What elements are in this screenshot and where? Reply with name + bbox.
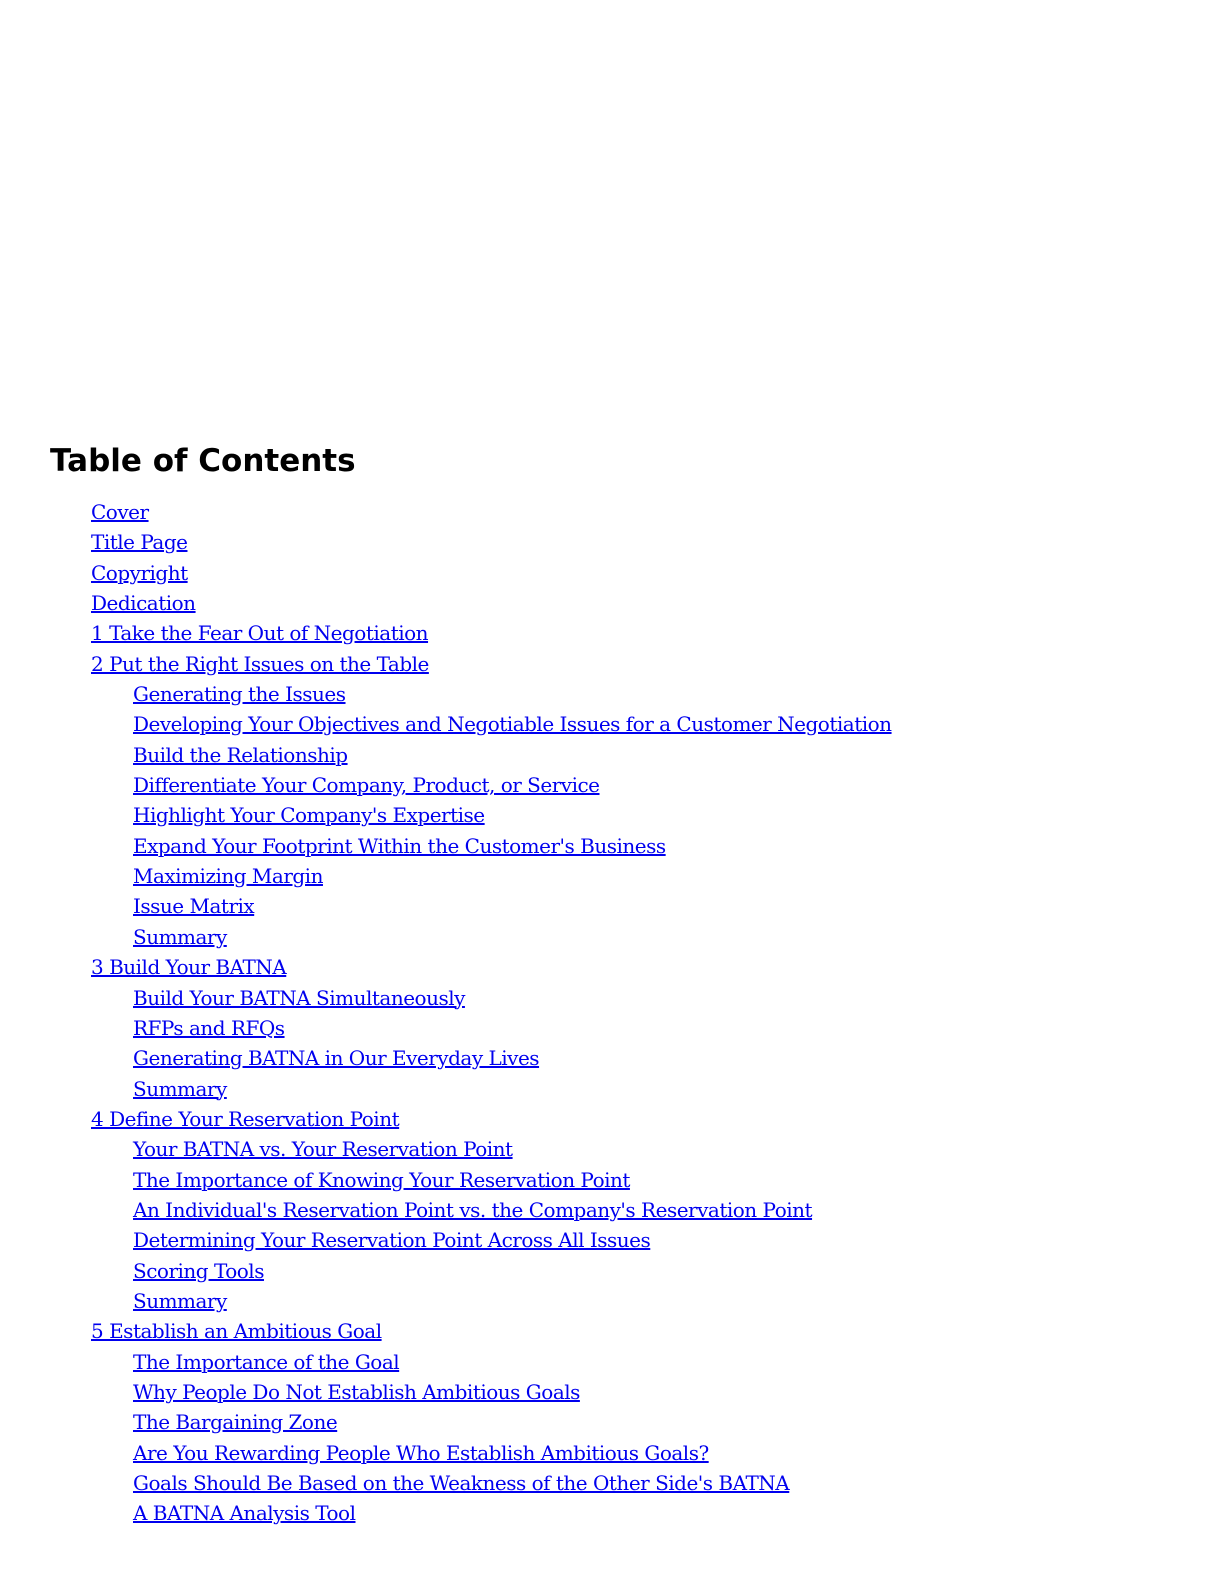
toc-chapter-item: [0, 558, 892, 588]
toc-section-link[interactable]: Differentiate Your Company, Product, or Service: [133, 773, 600, 798]
toc-section-item: [0, 983, 892, 1013]
toc-list: [0, 497, 892, 1529]
toc-chapter-link[interactable]: Copyright: [91, 560, 188, 585]
toc-section-item: [0, 1165, 892, 1195]
toc-section-link[interactable]: Are You Rewarding People Who Establish Ambitious Goals?: [133, 1440, 709, 1465]
toc-section-link[interactable]: Why People Do Not Establish Ambitious Goals: [133, 1379, 580, 1404]
toc-section-link[interactable]: Summary: [133, 1076, 227, 1101]
toc-section-link[interactable]: Determining Your Reservation Point Across All Issues: [133, 1228, 651, 1253]
toc-chapter-item: [0, 649, 892, 679]
toc-section-link[interactable]: Build Your BATNA Simultaneously: [133, 985, 465, 1010]
toc-chapter-link[interactable]: Title Page: [91, 530, 188, 555]
toc-chapter-link[interactable]: Cover: [91, 500, 149, 524]
toc-chapter-item: [0, 618, 892, 648]
toc-section-item: [0, 770, 892, 800]
toc-chapter-item: [0, 952, 892, 982]
toc-section-item: [0, 800, 892, 830]
toc-section-item: [0, 831, 892, 861]
toc-section-item: [0, 861, 892, 891]
toc-section-link[interactable]: The Importance of the Goal: [133, 1349, 400, 1374]
toc-section-item: [0, 679, 892, 709]
toc-section-link[interactable]: Summary: [133, 924, 227, 949]
toc-section-item: [0, 1498, 892, 1528]
toc-section-link[interactable]: Issue Matrix: [133, 894, 255, 919]
toc-section-link[interactable]: The Importance of Knowing Your Reservation Point: [133, 1167, 630, 1192]
toc-chapter-item: [0, 1316, 892, 1346]
toc-chapter-link[interactable]: 4 Define Your Reservation Point: [91, 1106, 400, 1131]
toc-section-item: [0, 1407, 892, 1437]
toc-section-link[interactable]: Maximizing Margin: [133, 864, 323, 889]
toc-section-item: [0, 922, 892, 952]
toc-section-item: [0, 1013, 892, 1043]
toc-section-link[interactable]: Developing Your Objectives and Negotiable Issues for a Customer Negotiation: [133, 712, 892, 737]
toc-chapter-link[interactable]: 5 Establish an Ambitious Goal: [91, 1319, 382, 1344]
toc-section-item: [0, 1347, 892, 1377]
toc-section-item: [0, 891, 892, 921]
toc-section-link[interactable]: Generating the Issues: [133, 682, 346, 707]
toc-section-item: [0, 1074, 892, 1104]
toc-chapter-link[interactable]: 3 Build Your BATNA: [91, 955, 287, 980]
toc-chapter-link[interactable]: 2 Put the Right Issues on the Table: [91, 651, 429, 676]
toc-chapter-item: [0, 588, 892, 618]
toc-section-item: [0, 1286, 892, 1316]
toc-chapter-item: [0, 497, 892, 527]
toc-section-link[interactable]: Highlight Your Company's Expertise: [133, 803, 485, 828]
toc-section-item: [0, 709, 892, 739]
toc-section-link[interactable]: The Bargaining Zone: [133, 1410, 338, 1435]
toc-section-link[interactable]: Summary: [133, 1288, 227, 1313]
page-title: Table of Contents: [50, 443, 356, 479]
toc-section-link[interactable]: Scoring Tools: [133, 1258, 264, 1283]
toc-section-link[interactable]: RFPs and RFQs: [133, 1015, 285, 1040]
toc-section-link[interactable]: Goals Should Be Based on the Weakness of the Other Side's BATNA: [133, 1471, 790, 1495]
toc-section-link[interactable]: Build the Relationship: [133, 742, 348, 767]
toc-section-item: [0, 1134, 892, 1164]
toc-section-item: [0, 1256, 892, 1286]
toc-chapter-link[interactable]: Dedication: [91, 591, 196, 616]
toc-section-item: [0, 740, 892, 770]
toc-section-item: [0, 1043, 892, 1073]
toc-section-item: [0, 1438, 892, 1468]
toc-section-item: [0, 1195, 892, 1225]
toc-section-link[interactable]: Generating BATNA in Our Everyday Lives: [133, 1046, 540, 1071]
toc-section-item: [0, 1377, 892, 1407]
toc-section-item: [0, 1468, 892, 1498]
toc-section-item: [0, 1225, 892, 1255]
toc-section-link[interactable]: An Individual's Reservation Point vs. the Company's Reservation Point: [133, 1197, 813, 1222]
toc-section-link[interactable]: Expand Your Footprint Within the Customer's Business: [133, 833, 666, 858]
toc-chapter-item: [0, 527, 892, 557]
toc-section-link[interactable]: Your BATNA vs. Your Reservation Point: [133, 1137, 513, 1162]
toc-chapter-link[interactable]: 1 Take the Fear Out of Negotiation: [91, 621, 429, 646]
toc-chapter-item: [0, 1104, 892, 1134]
toc-section-link[interactable]: A BATNA Analysis Tool: [133, 1501, 356, 1526]
